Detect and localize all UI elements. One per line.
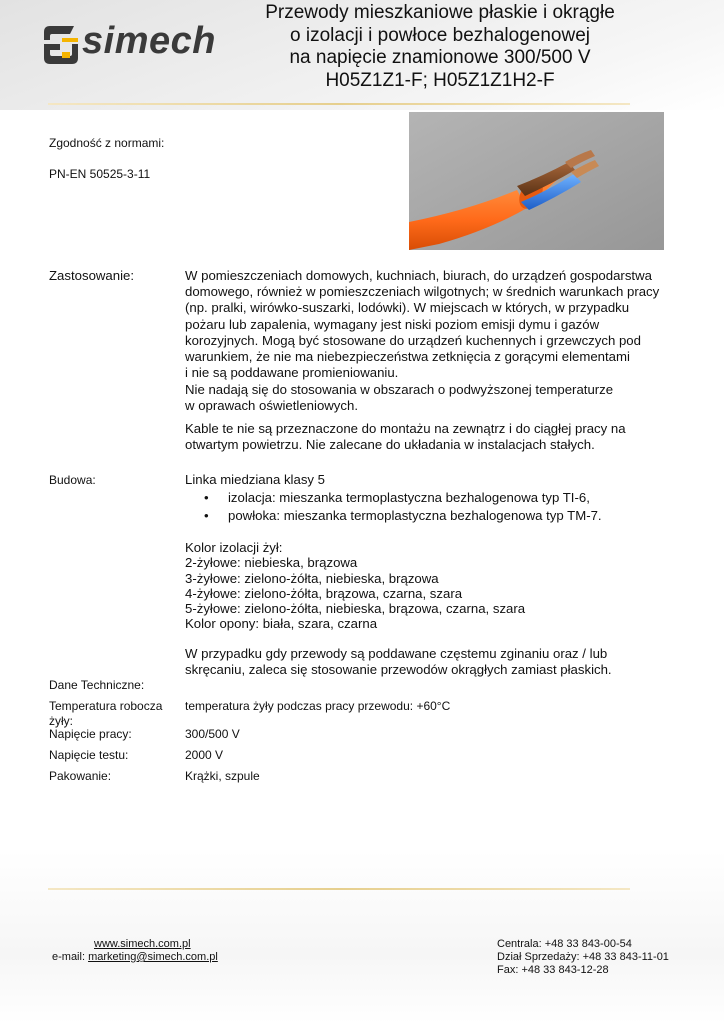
website-link[interactable]: www.simech.com.pl	[94, 938, 191, 950]
cable-photo	[409, 112, 664, 250]
text-line: Napięcie testu:	[49, 748, 129, 762]
text-line: (np. pralki, wirówko-suszarki, lodówki). W miejscach w których, w przypadku	[185, 300, 630, 316]
text-line: W przypadku gdy przewody są poddawane częstemu zginaniu oraz / lub	[185, 646, 608, 661]
tech-row-value: 2000 V	[185, 748, 224, 762]
contact-line: Dział Sprzedaży: +48 33 843-11-01	[497, 951, 669, 963]
insulation-colors	[185, 540, 525, 632]
text-line: Kolor opony: biała, szara, czarna	[185, 616, 378, 632]
tech-row-label	[49, 699, 162, 729]
text-line: 5-żyłowe: zielono-żółta, niebieska, brązowa, czarna, szara	[185, 601, 526, 617]
construction-label: Budowa:	[49, 473, 96, 487]
text-line: domowego, również w pomieszczeniach wilgotnych; w średnich warunkach pracy	[185, 284, 660, 300]
application-paragraph-1	[185, 268, 659, 381]
tech-row-value: temperatura żyły podczas pracy przewodu: +60°C	[185, 699, 451, 713]
contact-numbers	[497, 938, 669, 977]
tech-row-value: Krążki, szpule	[185, 769, 260, 783]
bullet-text: izolacja: mieszanka termoplastyczna bezhalogenowa typ TI-6,	[228, 490, 590, 505]
text-line: 2-żyłowe: niebieska, brązowa	[185, 555, 358, 571]
text-line: otwartym powietrzu. Nie zalecane do układania w instalacjach stałych.	[185, 437, 595, 453]
conductor-text: Linka miedziana klasy 5	[185, 472, 326, 487]
contact-line: Centrala: +48 33 843-00-54	[497, 938, 632, 950]
text-line: 4-żyłowe: zielono-żółta, brązowa, czarna, szara	[185, 585, 463, 601]
text-line: skręcaniu, zaleca się stosowanie przewodów okrągłych zamiast płaskich.	[185, 662, 612, 678]
title-line: H05Z1Z1-F; H05Z1Z1H2-F	[325, 69, 555, 91]
email-prefix: e-mail:	[52, 951, 89, 963]
text-line: Pakowanie:	[49, 769, 112, 783]
standards-label: Zgodność z normami:	[49, 136, 165, 150]
email-line	[52, 950, 218, 964]
email-link[interactable]: marketing@simech.com.pl	[88, 951, 218, 963]
text-line: 3-żyłowe: zielono-żółta, niebieska, brązowa	[185, 570, 439, 586]
tech-row-label	[49, 748, 128, 763]
text-line: Napięcie pracy:	[49, 727, 132, 741]
website-link-container	[94, 937, 191, 951]
text-line: i nie są poddawane promieniowaniu.	[185, 365, 399, 381]
title-line: o izolacji i powłoce bezhalogenowej	[290, 24, 590, 46]
tech-row-label	[49, 727, 132, 742]
text-line: Kolor izolacji żył:	[185, 540, 283, 555]
footer-divider	[48, 888, 630, 890]
text-line: żyły:	[49, 714, 73, 728]
application-label: Zastosowanie:	[49, 268, 135, 283]
application-paragraph-3	[185, 421, 626, 453]
contact-line: Fax: +48 33 843-12-28	[497, 964, 609, 976]
tech-row-value: 300/500 V	[185, 727, 240, 741]
document-title	[240, 2, 640, 92]
technical-label: Dane Techniczne:	[49, 678, 145, 692]
bullet-icon: •	[204, 508, 209, 523]
text-line: Kable te nie są przeznaczone do montażu na zewnątrz i do ciągłej pracy na	[185, 421, 626, 436]
text-line: W pomieszczeniach domowych, kuchniach, biurach, do urządzeń gospodarstwa	[185, 268, 652, 283]
standards-value: PN-EN 50525-3-11	[49, 167, 151, 181]
brand-wordmark: simech	[82, 20, 216, 62]
bullet-icon: •	[204, 490, 209, 505]
logo-mark-icon	[44, 26, 78, 64]
application-paragraph-2	[185, 382, 613, 414]
text-line: warunkiem, że nie ma niebezpieczeństwa zetknięcia z gorącymi elementami	[185, 349, 630, 365]
text-line: Nie nadają się do stosowania w obszarach o podwyższonej temperaturze	[185, 382, 614, 397]
text-line: pożaru lub zapalenia, wymagany jest niski poziom emisji dymu i gazów	[185, 316, 600, 332]
header-divider	[48, 103, 630, 105]
text-line: korozyjnych. Mogą być stosowane do urządzeń kuchennych i grzewczych pod	[185, 332, 641, 348]
title-line: na napięcie znamionowe 300/500 V	[289, 47, 591, 68]
bullet-text: powłoka: mieszanka termoplastyczna bezhalogenowa typ TM-7.	[228, 508, 602, 523]
text-line: w oprawach oświetleniowych.	[185, 398, 358, 414]
text-line: Temperatura robocza	[49, 699, 163, 713]
title-line: Przewody mieszkaniowe płaskie i okrągłe	[265, 2, 615, 23]
bending-note	[185, 646, 612, 678]
tech-row-label	[49, 769, 111, 784]
